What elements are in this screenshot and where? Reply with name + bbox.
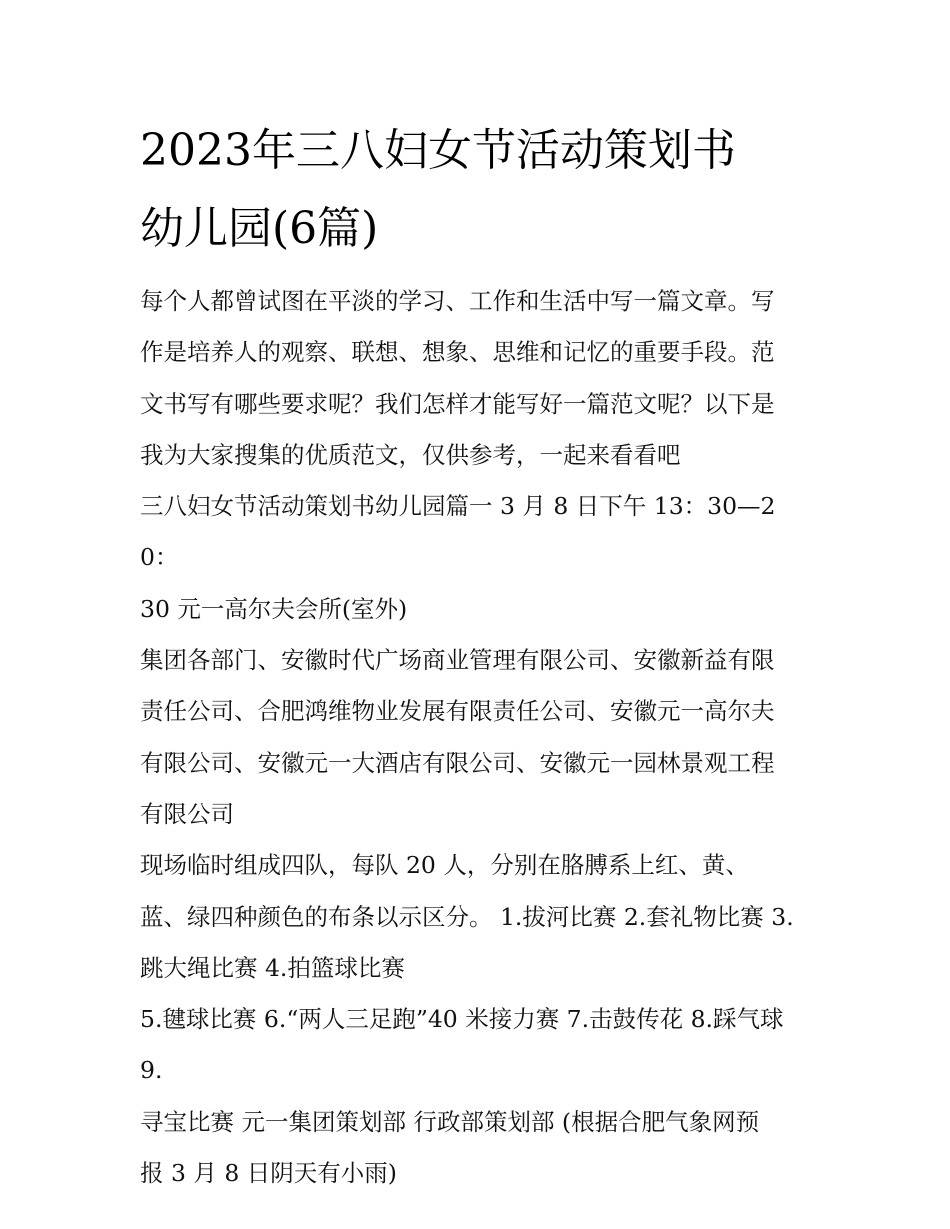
text-line: 5.毽球比赛 6.“两人三足跑”40 米接力赛 7.击鼓传花 8.踩气球 9. xyxy=(140,1005,784,1085)
document-title xyxy=(140,112,820,268)
text-line: 有限公司、安徽元一大酒店有限公司、安徽元一园林景观工程 xyxy=(140,748,775,777)
text-line: 责任公司、合肥鸿维物业发展有限责任公司、安徽元一高尔夫 xyxy=(140,697,775,726)
text-line: 现场临时组成四队，每队 20 人，分别在胳膊系上红、黄、 xyxy=(140,851,749,880)
intro-paragraph xyxy=(140,276,812,481)
time-location-paragraph xyxy=(140,481,812,635)
text-line: 文书写有哪些要求呢？我们怎样才能写好一篇范文呢？以下是 xyxy=(140,389,775,418)
text-line: 寻宝比赛 元一集团策划部 行政部策划部 (根据合肥气象网预 xyxy=(140,1107,760,1136)
text-line: 三八妇女节活动策划书幼儿园篇一 3 月 8 日下午 13：30—20： xyxy=(140,492,776,572)
text-line: 集团各部门、安徽时代广场商业管理有限公司、安徽新益有限 xyxy=(140,646,775,675)
document-body xyxy=(140,276,812,1199)
participants-paragraph xyxy=(140,635,812,840)
text-line: 我为大家搜集的优质范文，仅供参考，一起来看看吧 xyxy=(140,440,681,469)
title-line-2: 幼儿园(6篇) xyxy=(140,203,379,254)
text-line: 有限公司 xyxy=(140,799,234,828)
team-games-paragraph xyxy=(140,840,812,994)
text-line: 蓝、绿四种颜色的布条以示区分。 1.拔河比赛 2.套礼物比赛 3. xyxy=(140,902,794,931)
games-organizer-paragraph xyxy=(140,994,812,1199)
title-line-1: 2023年三八妇女节活动策划书 xyxy=(140,125,736,176)
text-line: 每个人都曾试图在平淡的学习、工作和生活中写一篇文章。写 xyxy=(140,287,775,315)
text-line: 跳大绳比赛 4.拍篮球比赛 xyxy=(140,953,405,982)
text-line: 作是培养人的观察、联想、想象、思维和记忆的重要手段。范 xyxy=(140,338,775,367)
text-line: 报 3 月 8 日阴天有小雨) xyxy=(140,1159,397,1188)
text-line: 30 元一高尔夫会所(室外) xyxy=(140,594,408,623)
